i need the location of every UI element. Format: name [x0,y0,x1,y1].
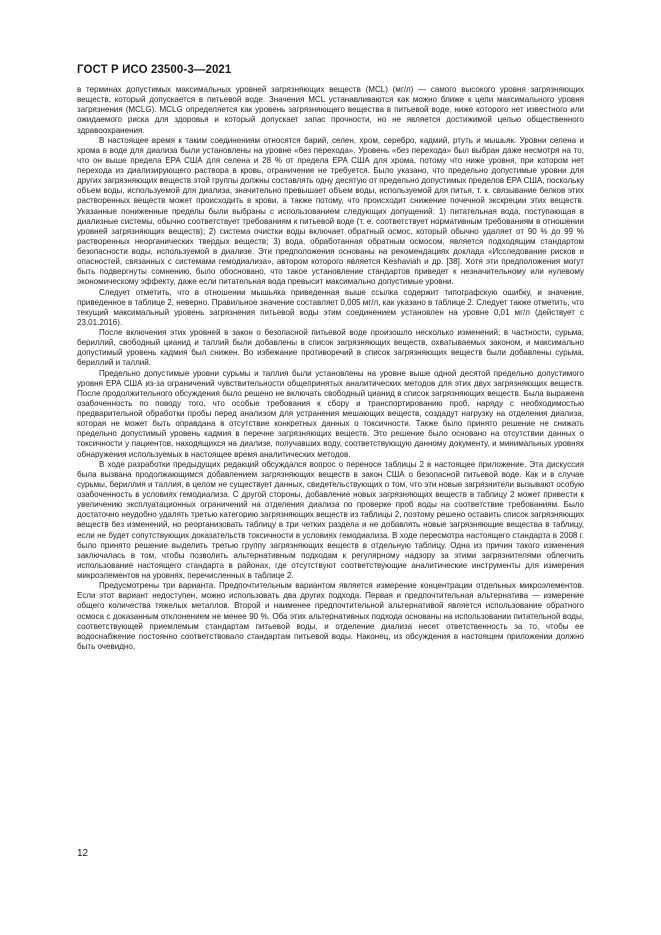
paragraph-3: Следует отметить, что в отношении мышьяка приведенная выше ссылка содержит типографскую ошибку, и значение, приведенное в таблице 2, неверно. Правильное значение составляет 0,005 мг/л, как указано в таблице 2. Следует также отметить, что текущий максимальный уровень загрязнения питьевой воды этим соединением установлен на уровне 0,01 мг/л (действует с 23.01.2016). [77,287,584,327]
paragraph-6: В ходе разработки предыдущих редакций обсуждался вопрос о переносе таблицы 2 в настоящее приложение. Эта дискуссия была вызвана продолжающимся добавлением загрязняющих веществ в закон США о безопасной питьевой воде. Как и в случае сурьмы, бериллия и таллия, в целом не существует данных, свидетельствующих о том, что эти новые загрязнители вызывают особую озабоченность в условиях гемодиализа. С другой стороны, добавление новых загрязняющих веществ в таблицу 2 может привести к увеличению эксплуатационных ограничений на отделения диализа по проверке проб воды на соответствие требованиям. Было достаточно неудобно удалять третью категорию загрязняющих веществ из таблицы 2, поэтому решено оставить список загрязняющих веществ без изменений, но реорганизовать таблицу в три четких раздела и не добавлять новые загрязняющие вещества в таблицу, если не будет сопутствующих доказательств токсичности в условиях гемодиализа. В ходе пересмотра настоящего стандарта в 2008 г. было принято решение выделить третью группу загрязняющих веществ в отдельную таблицу. Одна из причин такого изменения заключалась в том, чтобы позволить альтернативным подходам к регулярному надзору за этими загрязнителями облегчить использование настоящего стандарта в районах, где отсутствуют соответствующие аналитические инструменты для измерения микроэлементов на уровнях, перечисленных в таблице 2. [77,459,584,580]
paragraph-2: В настоящее время к таким соединениям относятся барий, селен, хром, серебро, кадмий, ртуть и мышьяк. Уровни селена и хрома в воде для диализа были установлены на уровне «без перехода». Уровень «без перехода» был выбран даже несмотря на то, что он выше предела EPA США для селена и 28 % от предела EPA США для хрома, потому что ниже уровня, при котором нет перехода из диализирующего раствора в кровь, ограничение не требуется. Было указано, что предельно допустимые уровни для других загрязняющих веществ этой группы должны составлять одну десятую от предельно допустимых пределов EPA США, поскольку объем воды, используемой для диализа, значительно превышает объем воды, используемой для питья, т. к. связывание белков этих растворенных веществ может происходить в крови, а также потому, что происходит снижение почечной экскреции этих веществ. Указанные пониженные пределы были выбраны с использованием следующих допущений: 1) питательная вода, поступающая в диализные системы, обычно соответствует требованиям к питьевой воде (т. е. соответствует нормативным требованиям в отношении уровней загрязняющих веществ); 2) система очистки воды включает обратный осмос, который обычно удаляет от 90 % до 99 % растворенных неорганических твердых веществ; 3) вода, обработанная обратным осмосом, является подходящим стандартом безопасности воды, используемой в диализе. Эти предположения основаны на рекомендациях доклада «Исследование рисков и опасностей, связанных с системами гемодиализа», автором которого является Keshaviah и др. [38]. Хотя эти предположения могут быть подвергнуты сомнению, было обосновано, что такое установление стандартов приведет к незначительному или нулевому экономическому эффекту, даже если питательная вода превысит максимально допустимые уровни. [77,135,584,287]
document-header: ГОСТ Р ИСО 23500-3—2021 [77,64,232,76]
page-number: 12 [77,848,89,859]
paragraph-4: После включения этих уровней в закон о безопасной питьевой воде произошло несколько изменений; в частности, сурьма, бериллий, свободный цианид и таллий были добавлены в список загрязняющих веществ, охватываемых законом, и максимально допустимый уровень кадмия был снижен. Во избежание противоречий в список загрязняющих веществ были добавлены сурьма, бериллий и таллий. [77,328,584,368]
paragraph-5: Предельно допустимые уровни сурьмы и таллия были установлены на уровне выше одной десятой предельно допустимого уровня EPA США из-за ограничений чувствительности общепринятых аналитических методов для этих двух загрязняющих веществ. После продолжительного обсуждения было решено не включать свободный цианид в список загрязняющих веществ. Была выражена озабоченность по поводу того, что особые требования к сбору и транспортированию проб, наряду с необходимостью предварительной обработки пробы перед анализом для устранения мешающих веществ, создадут нагрузку на отделения диализа, которая не может быть оправдана в отсутствие конкретных данных о токсичности. Также было принято решение не снижать предельно допустимый уровень кадмия в перечне загрязняющих веществ. Это решение было основано на отсутствии данных о токсичности у пациентов, находящихся на диализе, получавших воду, соответствующую данному документу, и минимальных уровнях обнаружения используемых в настоящее время аналитических методов. [77,368,584,459]
paragraph-1: в терминах допустимых максимальных уровней загрязняющих веществ (MCL) (мг/л) — самого высокого уровня загрязняющих веществ, который допускается в питьевой воде. Значения MCL устанавливаются как можно ближе к цели максимального уровня загрязнения (MCLG). MCLG определяется как уровень загрязняющего вещества в питьевой воде, ниже которого нет известного или ожидаемого риска для здоровья и который допускает запас прочности, но не является достижимой целью общественного здравоохранения. [77,85,584,135]
document-body [77,85,584,652]
paragraph-7: Предусмотрены три варианта. Предпочтительным вариантом является измерение концентрации отдельных микроэлементов. Если этот вариант недоступен, можно использовать два других подхода. Первая и предпочтительная альтернатива — измерение общего количества тяжелых металлов. Второй и наименее предпочтительной альтернативой является использование обратного осмоса с доказанным отклонением не менее 90 %. Оба этих альтернативных подхода основаны на использовании питательной воды, соответствующей приемлемым стандартам питьевой воды, и отделение диализа несет ответственность за то, чтобы ее водоснабжение постоянно соответствовало стандартам питьевой воды. Наконец, из обсуждения в настоящем приложении должно быть очевидно, [77,581,584,651]
